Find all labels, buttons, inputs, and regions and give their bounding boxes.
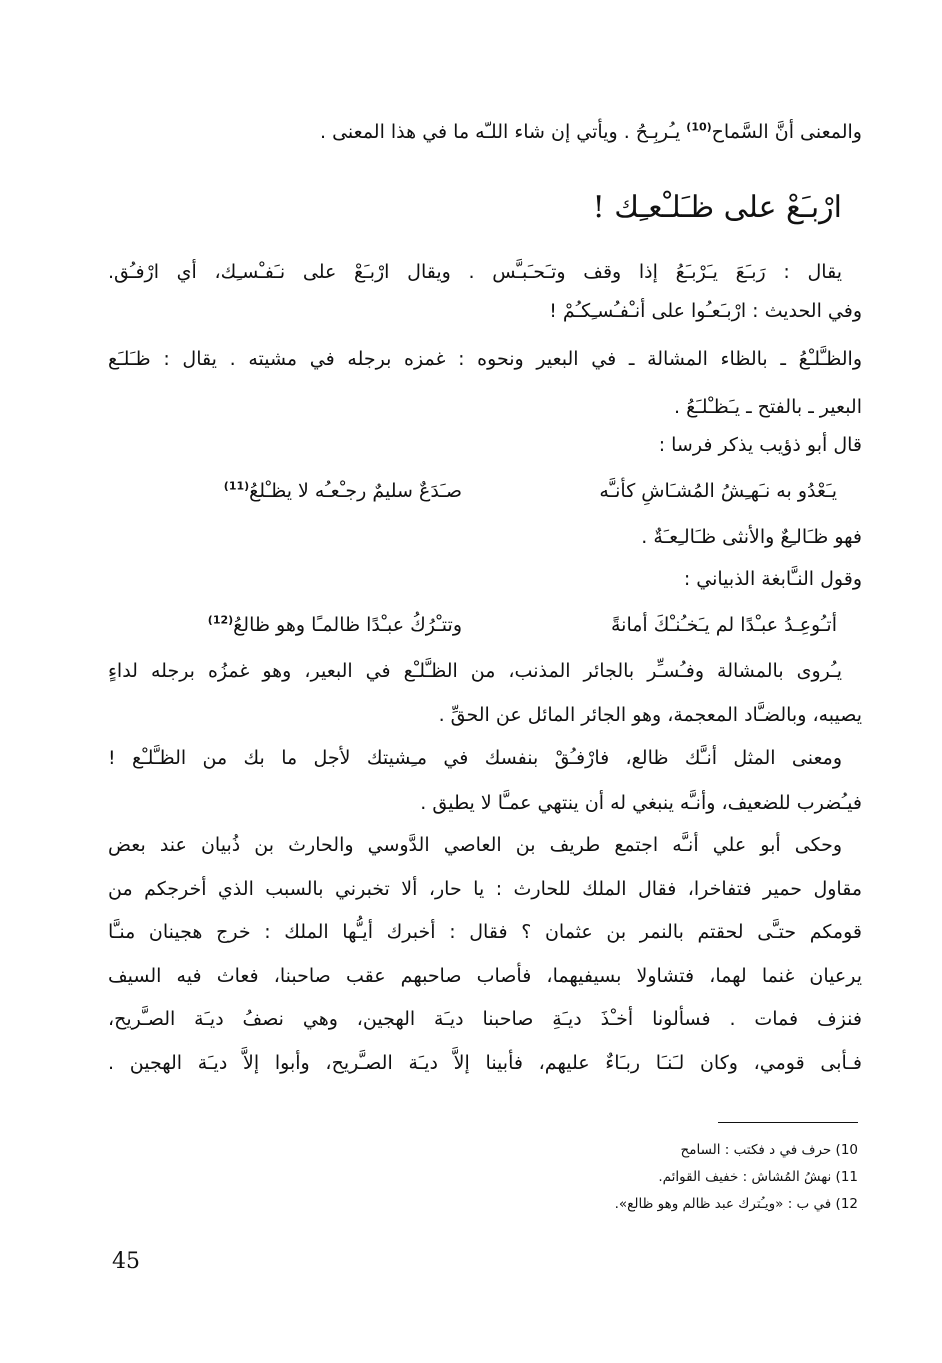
footnote-10: 10) حرف في د فكتب : السامح [680, 1142, 858, 1158]
paragraph-line: يصيبه، وبالضـَّاد المعجمة، وهو الجائر المائل عن الحقِّ . [438, 704, 862, 726]
section-heading: ارْبـَعْ على ظـَلـْعـِك ! [592, 190, 842, 225]
paragraph-line: فنزف فمات . فسألونا أخـْذَ ديـَةِ صاحبنا ديـَة الهجين، وهي نصفُ ديـَة الصـَّريح، [108, 1008, 862, 1030]
intro-rest-text: يـُربِـحُ . ويأتي إن شاء اللـّه ما في هذا المعنى . [320, 121, 687, 143]
paragraph-line: وفي الحديث : ارْبـَعـُوا على أنـْفـُسـِكـُمْ ! [549, 300, 862, 322]
paragraph-line: قومكم حتـَّى لحقتم بالنمر بن عثمان ؟ فقال : أخبرك أيـُّها الملك : خرج هجينان منـَّا [108, 921, 862, 943]
footnote-ref-12: (12) [207, 613, 234, 627]
footnote-11: 11) نهشُ المُشاش : خفيف القوائم. [658, 1169, 858, 1185]
paragraph-line: ومعنى المثل أنـَّك ظالع، فارْفـُقْ بنفسك في مـِشيتك لأجل ما بك من الظـَّلـْع ! [108, 747, 842, 769]
paragraph-line: البعير ـ بالفتح ـ يـَظـْلـَعُ . [673, 396, 862, 418]
paragraph-line: فـأبى قومي، وكان لـَنـَا ربـَاءٌ عليهم، فأبينا إلاَّ ديـَة الصـَّريح، وأبوا إلاَّ ديـَة الهجين . [108, 1052, 862, 1074]
verse-2-second-text: وتتـْرُكُ عبـْدًا ظالمـًا وهو ظالعُ [233, 614, 462, 636]
intro-text: والمعنى أنَّ السَّماح [711, 121, 862, 143]
paragraph-line: قال أبو ذؤيب يذكر فرسا : [658, 434, 862, 456]
paragraph-line: وحكى أبو علي أنـَّه اجتمع طريف بن العاصي الدَّوسي والحارث بن ذُبيان عند بعض [108, 834, 842, 856]
paragraph-line: فهو ظـَالـِعٌ والأنثى ظـَالـِعـَةٌ . [641, 526, 862, 548]
paragraph-line: يقال : رَبـَعَ يـَرْبـَعُ إذا وقف وتـَحـَبـَّس . ويقال ارْبـَعْ على نـَفـْسـِك، أي ارْفـُق. [108, 261, 842, 283]
page-number: 45 [112, 1249, 140, 1274]
paragraph-line: وقول النـَّابغة الذبياني : [683, 568, 862, 590]
footnote-ref-11: (11) [223, 479, 250, 493]
paragraph-line: مقاول حمير فتفاخرا، فقال الملك للحارث : يا حار، ألا تخبرني بالسبب الذي أخرجكم من [108, 878, 862, 900]
paragraph-line: يـُروى بالمشالة وفـُسـِّر بالجائر المذنب، من الظـَّلـْع في البعير، وهو غمزُه برجله لداءٍ [108, 660, 842, 682]
intro-line [108, 117, 862, 147]
verse-1-second-hemistich [224, 476, 462, 506]
verse-1-first-hemistich: يـَعْدُو به نـَهـِشُ المُشـَاشِ كأنـَّه [599, 480, 837, 502]
footnote-separator [718, 1122, 858, 1123]
paragraph-line: والظـَّلـْعُ ـ بالظاء المشالة ـ في البعير ونحوه : غمزه برجله في مشيته . يقال : ظـَلـَع [108, 348, 862, 370]
verse-1-second-text: صـَدَعٌ سليمٌ رجـْعـُه لا يظـْلعُ [249, 480, 462, 502]
footnote-ref-10: (10) [686, 120, 712, 134]
verse-2-second-hemistich [208, 610, 462, 640]
paragraph-line: يرعيان غنما لهما، فتشاولا بسيفيهما، فأصاب صاحبهم عقب صاحبنا، فعاث فيه السيف [108, 965, 862, 987]
verse-2-first-hemistich: أتـُوعِـدُ عبـْدًا لم يـَخـُنـْكَ أمانةً [610, 614, 837, 636]
footnote-12: 12) في ب : «ويـُترك عبد ظالم وهو ظالع». [614, 1196, 858, 1212]
paragraph-line: فيـُضرب للضعيف، وأنـَّه ينبغي له أن ينتهي عمـَّا لا يطيق . [420, 792, 862, 814]
